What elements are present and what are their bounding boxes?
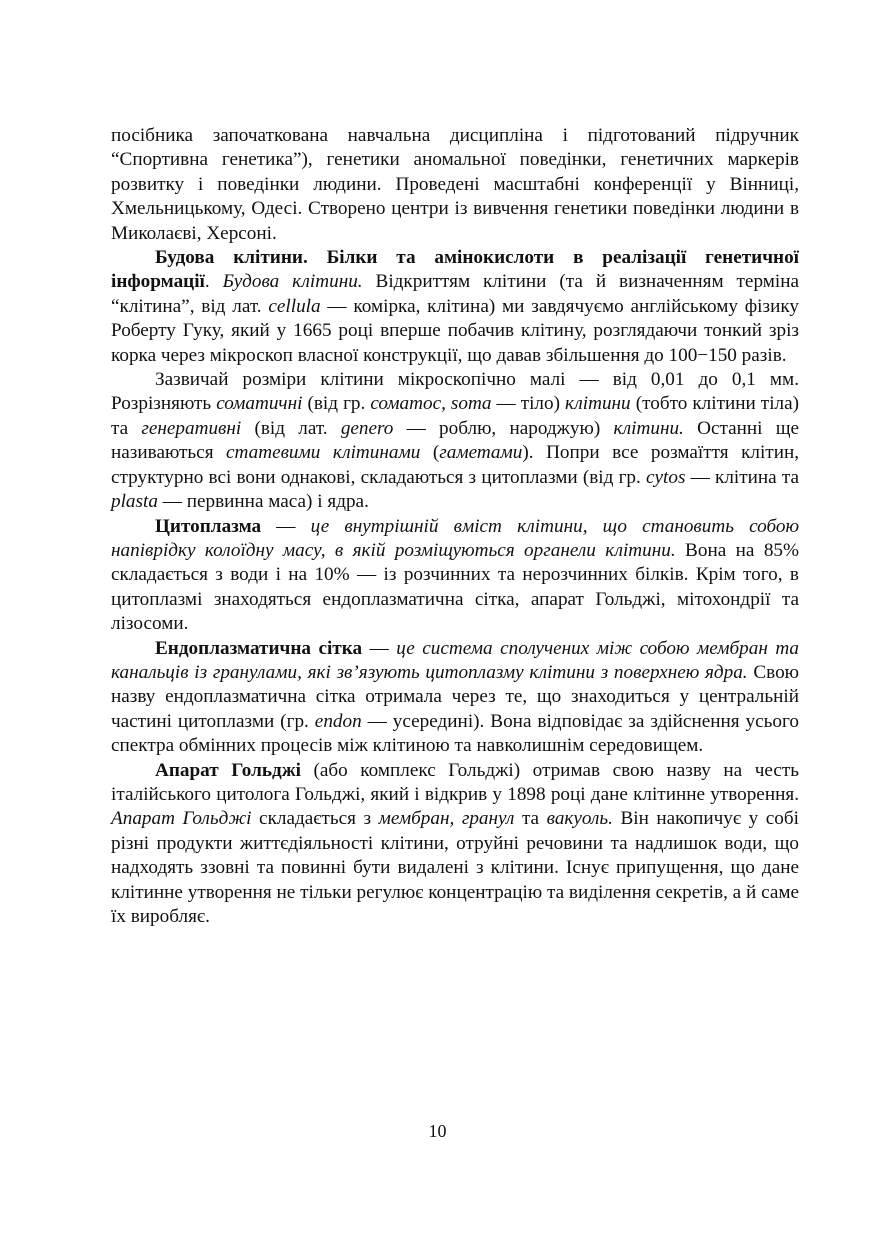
bold-term: Цитоплазма (155, 515, 262, 537)
text-run: Вона на 85% складається з води і на 10% — із розчинних та нерозчинних білків. Крім того, в цитоплазмі знаходяться ендоплазматична сітка, апарат Гольджі, мітохондрії та лізосоми. (111, 539, 799, 635)
italic-text: це внутрішній вміст клітини, що становить собою напіврідку колоїдну масу, в якій розміщуються органели клітини. (111, 515, 799, 561)
text-run: ). Попри все розмаїття клітин, структурно всі вони однакові, складаються з цитоплазми (від гр. (111, 442, 800, 488)
paragraph-intro-continuation (111, 124, 799, 246)
text-run: (або комплекс Гольджі) отримав свою назву на честь італійського цитолога Гольджі, який і відкрив у 1898 році дане клітинне утворення. (111, 759, 799, 805)
bold-term: Будова клітини. Білки та амінокислоти в реалізації генетичної інформації (111, 247, 799, 293)
paragraph-cytoplasm (111, 515, 799, 637)
text-run: — усередині). Вона відповідає за здійснення усього спектра обмінних процесів між клітиною та навколишнім середовищем. (111, 710, 799, 757)
italic-text: соматичні (216, 393, 303, 415)
bold-term: Апарат Гольджі (155, 759, 301, 781)
italic-text: cellula (268, 295, 321, 317)
bold-term: Ендоплазматична сітка (155, 637, 363, 659)
italic-text: генеративні (141, 417, 242, 439)
paragraph-golgi-apparatus (111, 759, 799, 930)
text-run: посібника започаткована навчальна дисципліна і підготований підручник “Спортивна генетика”), генетики аномальної поведінки, генетичних маркерів розвитку і поведінки людини. Проведені масштабні конференції у Вінниці, Хмельницькому, Одесі. Створено центри із вивчення генетики поведінки людини в Миколаєві, Херсоні. (111, 125, 799, 244)
text-run: — комірка, клітина) ми завдячуємо англійському фізику Роберту Гуку, який у 1665 році вперше побачив клітину, розглядаючи тонкий зріз корка через мікроскоп власної конструкції, що давав збільшення до 100−150 разів. (111, 295, 800, 366)
text-run: Свою назву ендоплазматична сітка отримала через те, що знаходиться у центральній частині цитоплазми (гр. (111, 661, 800, 732)
page-number: 10 (428, 1121, 447, 1141)
text-run: (тобто клітини тіла) та (111, 393, 800, 439)
text-run: складається з (251, 808, 379, 830)
italic-text: мембран, гранул (378, 808, 515, 830)
text-run: Зазвичай розміри клітини мікроскопічно малі — від 0,01 до 0,1 мм. Розрізняють (111, 369, 799, 415)
italic-text: Будова клітини. (222, 271, 363, 293)
italic-text: genero (340, 417, 394, 439)
paragraph-endoplasmic-reticulum (111, 637, 799, 759)
italic-text: клітини. (613, 417, 684, 439)
italic-text: cytos (646, 466, 686, 488)
italic-text: це система сполучених між собою мембран та канальців із гранулами, які зв’язують цитоплазму клітини з поверхнею ядра. (111, 637, 800, 683)
text-run: (від гр. (302, 393, 371, 415)
paragraph-cell-structure (111, 246, 799, 368)
text-run: — первинна маса) і ядра. (157, 491, 369, 513)
italic-text: вакуоль. (546, 808, 613, 830)
text-run: — клітина та (685, 466, 799, 488)
paragraph-cell-size (111, 368, 799, 514)
italic-text: клітини (565, 393, 631, 415)
italic-text: статевими клітинами (226, 442, 421, 464)
text-run: — (261, 515, 311, 537)
text-run: та (514, 808, 547, 830)
text-run: Він накопичує у собі різні продукти життєдіяльності клітини, отруйні речовини та надлишок води, що надходять ззовні та повинні бути видалені з клітини. Існує припущення, що дане клітинне утворення не тільки регулює концентрацію та виділення секретів, а й саме їх виробляє. (111, 808, 799, 927)
document-body (111, 124, 799, 929)
italic-text: plasta (111, 491, 158, 513)
text-run: — тіло) (491, 393, 566, 415)
italic-text: гаметами (439, 442, 523, 464)
text-run: (від лат. (241, 417, 341, 439)
text-run: Останні ще називаються (111, 417, 799, 464)
italic-text: соматос, soma (370, 393, 492, 415)
text-run: . (204, 271, 223, 293)
italic-text: endon (314, 710, 362, 732)
italic-text: Апарат Гольджі (111, 808, 252, 830)
text-run: ( (420, 442, 440, 464)
text-run: — (362, 637, 397, 659)
text-run: — роблю, народжую) (393, 417, 614, 439)
text-run: Відкриттям клітини (та й визначенням терміна “клітина”, від лат. (111, 271, 800, 317)
